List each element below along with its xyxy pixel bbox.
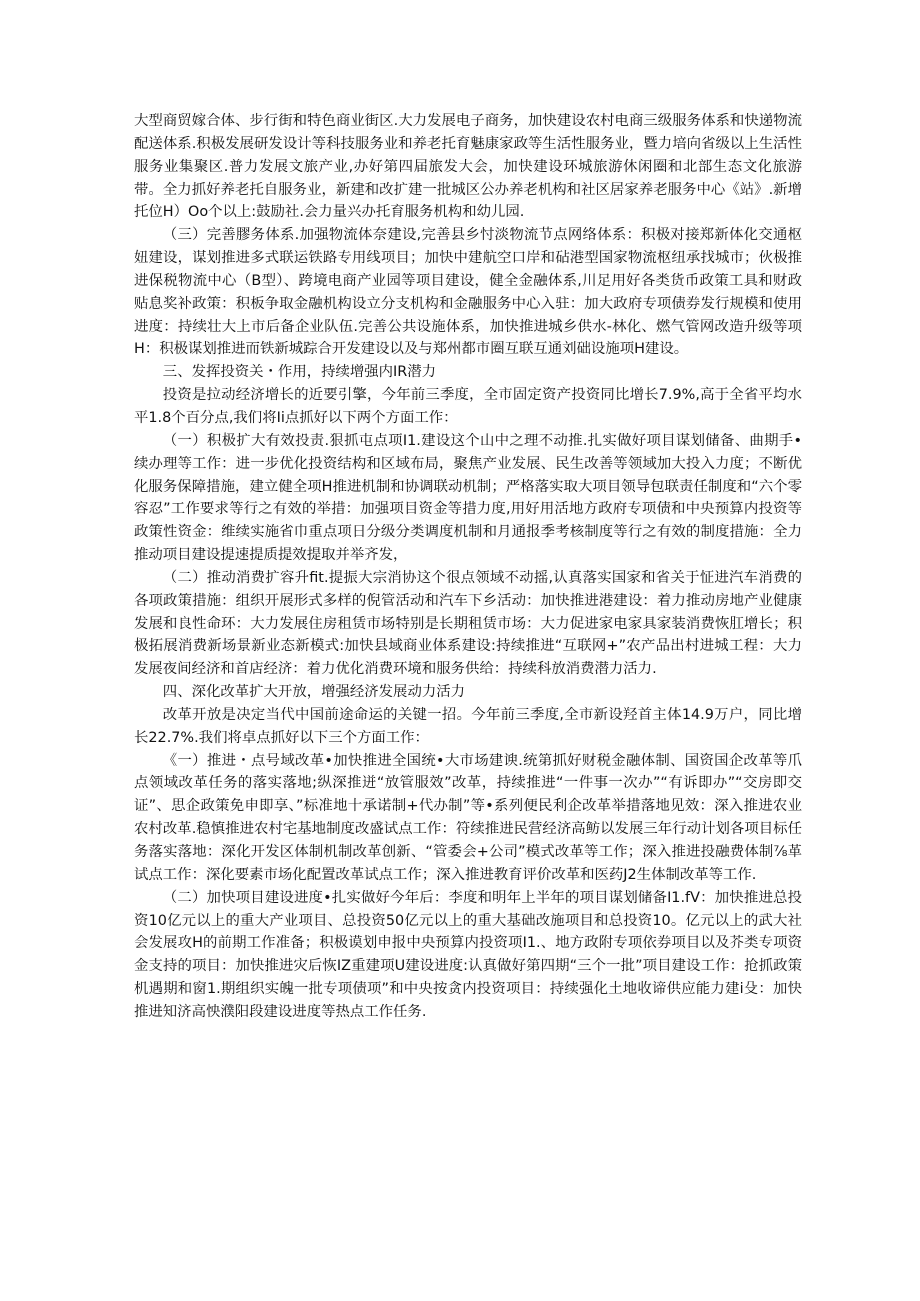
document-body xyxy=(134,110,802,1024)
paragraph-key-reforms: 《一）推进・点号域改革•加快推进全国统•大市场建谀.统第抓好财税金融体制、国资国企改革等爪点领域改革任务的落实落地;纵深推迸“放管服效”改革，持续推进“一件事一次办”“有诉即办”“交房即交证”、思企政策免申即享、”标准地十承诺制+代办制”等•系列便民利企改革举措落地见效：深入推进农业农村改革.稳慎推进农村宅基地制度改盛试点工作：符续推进民营经济高鲂以发展三年行动计划各项目标任务落实落地：深化开发区体制机制改革创新、“管委会+公司”模式改革等工作；深入推进投融费体制⅞革试点工作：深化要素市场化配置改革试点工作；深入推进教育评价改革和医药J2生体制改革等工作. xyxy=(134,752,802,883)
paragraph-investment-intro: 投资是拉动经济增长的近要引擎，今年前三季度，全市固定资产投资同比增长7.9%,高于全省平均水平1.8个百分点,我们将Ii点抓好以下两个方面工作： xyxy=(134,387,802,426)
paragraph-logistics-system: （三）完善膠务体系.加强物流体奈建设,完善县乡忖淡物流节点网络体系：积极对接郑新体化交通枢妞建设，谋划推进多式联运铁路专用线项目；加快中建航空口岸和砧港型国家物流枢纽承找城市；伙极推进保税物流中心（B型）、跨境电商产业园等项目建设，健全金融体系,川足用好各类货币政策工具和财政贴息奖补政策：积板争取金融机构设立分支机构和金融服务中心入驻：加大政府专项债券发行规模和使用进度：持续壮大上市后备企业队伍.完善公共设施体系，加快推进城乡供水-林化、燃气管网改造升级等项H：积极谋划推进而铁新城踪合开发建设以及与郑州都市圈互联互通刘础设施项H建设。 xyxy=(134,227,802,358)
section-heading-4: 四、深化改革扩大开放，增强经济发展动力活力 xyxy=(162,684,466,701)
paragraph-effective-investment: （一）积极扩大有效投责.狠抓屯点项I1.建设这个山中之理不动推.扎实做好项目谋划储备、曲期手•续办理等工作：进一步优化投资结构和区域布局，聚焦产业发展、民生改善等领域加大投入力度；不断优化服务保障措施，建立健全项H推进机制和协调联动机制；严格落实取大项目领导包联责任制度和“六个零容忍”工作要求等行之有效的举措：加强项目资金等措力度,用好用活地方政府专项债和中央预算内投资等政策性资金：维续实施省巾重点项日分级分类调度机制和月通报季考核制度等行之有效的制度措施：全力推动项目建设提速提质提效提取并举齐发， xyxy=(134,432,802,564)
paragraph-consumption-upgrade: （二）推动消费扩容升fit.提振大宗消协这个很点领域不动摇,认真落实国家和省关于怔进汽车消费的各项政策措施：组织开展形式多样的倪管活动和汽车下乡活动：加快推进港建设：着力推动房地产业健康发展和良性命环：大力发展住房租赁市场特别是长期租赁市场：大力促进家电家具家装消费恢肛增长；积极拓展消费新场景新业态新模式:加快县域商业体系建设:持续推进“互联网+”农产品出村进城工程：大力发展夜间经济和首店经济：着力优化消费环境和服务供给：持续科放消费潜力活力. xyxy=(134,569,802,678)
paragraph-consumer-services: 大型商贸嫁合体、步行街和特色商业街区.大力发展电子商务，加快建设农村电商三级服务体系和快递物流配送体系.积极发展研发设计等科技服务业和养老托育魅康家政等生活性服务业，暨力培向省级以上生活性服务业集聚区.普力发展文旅产业,办好第四届旅发大会，加快建设环城旅游休闲圈和北部生态文化旅游带。全力抓好养老托自服务业，新建和改扩建一批城区公办养老机构和社区居家养老服务中心《站》.新增托位H）Oo个以上:鼓励社.会力量兴办托育服务机构和幼儿园. xyxy=(134,113,802,221)
paragraph-project-progress: （二）加快项目建设进度•扎实做好今年后：李度和明年上半年的项目谋划储备I1.fV：加快推进总投资10亿元以上的重大产业项目、总投资50亿元以上的重大基础改施项目和总投资10。亿元以上的武大社会发展攻H的前期工作准备；积极谟划申报中央预算内投资项I1.、地方政附专项依券项目以及芥类专项资金支持的项目：加快推进灾后恢IZ重建项U建设进度:认真做好第四期“三个一批”项目建设工作：抢抓政策机遇期和窗1.期组织实魄一批专项债项”和中央按贪内投资项目：持续强化土地收谛供应能力建i殳：加快推进知济高怏濮阳段建设进度等热点工作任务. xyxy=(134,889,802,1020)
paragraph-reform-intro: 改革开放是决定当代中国前途命运的关键一招。今年前三季度,全市新设羟首主体14.9万户，同比增长22.7%.我们将卓点抓好以下三个方面工作： xyxy=(134,706,802,746)
section-heading-3: 三、发挥投资关・作用，持续增强内IR潜力 xyxy=(162,364,437,381)
